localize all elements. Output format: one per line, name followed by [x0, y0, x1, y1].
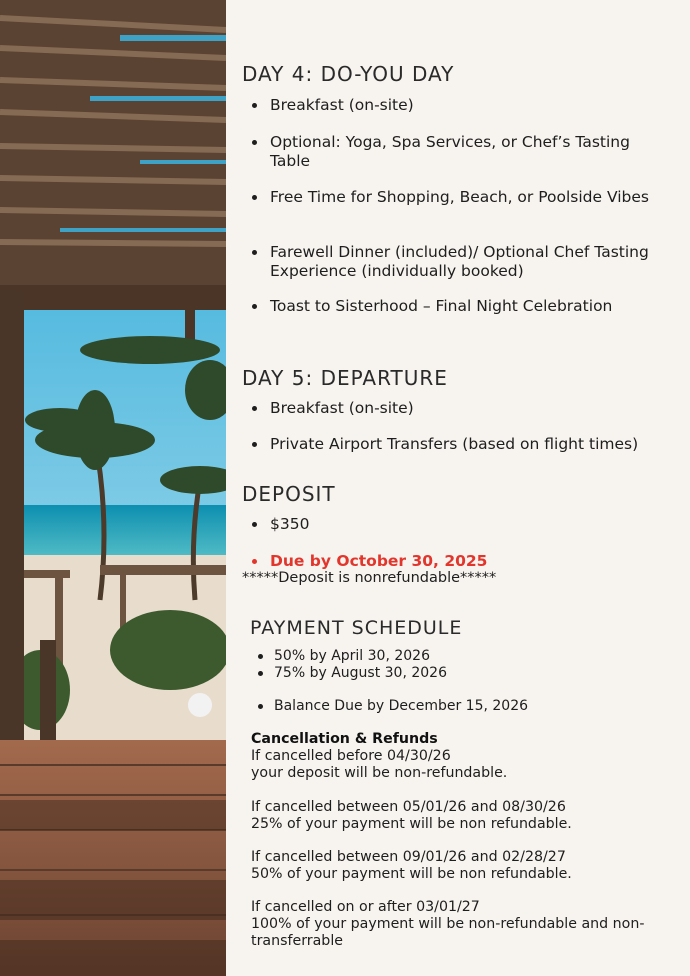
itinerary-content: [226, 0, 690, 976]
list-item: 50% by April 30, 2026: [250, 648, 670, 665]
list-item: Free Time for Shopping, Beach, or Poolside Vibes: [242, 188, 662, 207]
deposit-due: Due by October 30, 2025: [242, 552, 662, 571]
deposit-amount: $350: [242, 515, 662, 534]
list-item: Breakfast (on-site): [242, 96, 662, 115]
cancellation-text: 100% of your payment will be non-refundable and non-transferrable: [251, 915, 645, 949]
list-item: Toast to Sisterhood – Final Night Celebration: [242, 297, 662, 316]
list-item: 75% by August 30, 2026: [250, 665, 670, 682]
cancellation-text: If cancelled before 04/30/26: [251, 747, 451, 764]
cancellation-text: If cancelled between 05/01/26 and 08/30/26: [251, 799, 566, 815]
cancellation-text: 25% of your payment will be non refundable.: [251, 815, 572, 832]
list-item: Balance Due by December 15, 2026: [250, 698, 670, 715]
cancellation-text: 50% of your payment will be non refundable.: [251, 865, 572, 882]
payment-heading: PAYMENT SCHEDULE: [250, 617, 463, 639]
list-item: Breakfast (on-site): [242, 399, 662, 418]
day5-heading: DAY 5: DEPARTURE: [242, 366, 448, 390]
cancellation-text: If cancelled between 09/01/26 and 02/28/27: [251, 849, 566, 865]
list-item: Private Airport Transfers (based on flight times): [242, 435, 662, 454]
day4-heading: DAY 4: DO-YOU DAY: [242, 62, 455, 86]
deposit-heading: DEPOSIT: [242, 482, 336, 506]
beach-palm-photo: [0, 0, 226, 976]
cancellation-title: Cancellation & Refunds: [251, 731, 438, 747]
deposit-note: *****Deposit is nonrefundable*****: [242, 570, 497, 586]
cancellation-text: your deposit will be non-refundable.: [251, 764, 508, 781]
cancellation-text: If cancelled on or after 03/01/27: [251, 899, 480, 915]
list-item: Optional: Yoga, Spa Services, or Chef’s Tasting Table: [242, 133, 662, 170]
list-item: Farewell Dinner (included)/ Optional Chef Tasting Experience (individually booked): [242, 243, 662, 280]
